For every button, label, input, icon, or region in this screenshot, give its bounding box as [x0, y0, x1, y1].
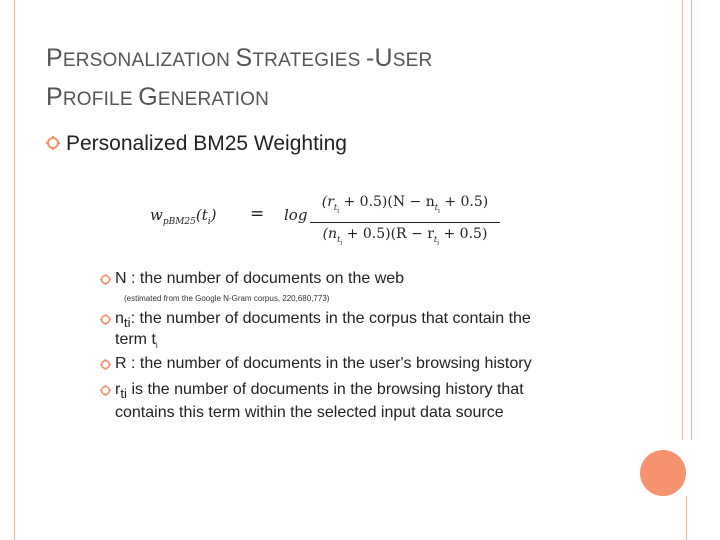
formula-log: log	[284, 206, 308, 224]
formula-lhs: $w_{pBM25}(t_i)$	[150, 206, 217, 227]
bullet-main-text: Personalized BM25 Weighting	[66, 132, 347, 155]
orange-circle-bullet-icon	[46, 136, 60, 150]
orange-circle-bullet-icon	[100, 314, 111, 325]
item-r-text: R : the number of documents in the user's browsing history	[115, 355, 532, 372]
formula-equals: =	[250, 204, 265, 224]
item-n	[100, 270, 404, 288]
orange-circle-bullet-icon	[100, 359, 111, 370]
orange-circle-bullet-icon	[100, 385, 111, 396]
bullet-personalized-bm25	[46, 132, 347, 156]
item-nti	[100, 310, 531, 330]
formula-fraction	[310, 192, 500, 254]
item-rti-text: $r_{ti}$ is the number of documents in the browsing history that	[115, 381, 524, 402]
item-rti-continued: contains this term within the selected input data source	[115, 404, 504, 421]
slide-title	[46, 40, 606, 118]
title-line-2: PROFILE GENERATION	[46, 83, 270, 111]
item-rti	[100, 381, 524, 401]
formula-denominator: $(n_{t_i} + 0.5)(R - r_{t_i} + 0.5)$	[322, 226, 488, 247]
item-nti-text: $n_{ti}$: the number of documents in the corpus that contain the	[115, 310, 531, 331]
frame-left-line	[14, 0, 15, 540]
frame-stem-line	[686, 496, 687, 540]
frame-right-bar	[682, 0, 692, 440]
decorative-circle	[640, 450, 686, 496]
orange-circle-bullet-icon	[100, 274, 111, 285]
item-r	[100, 355, 532, 373]
formula-numerator: $(r_{t_i} + 0.5)(N - n_{t_i} + 0.5)$	[321, 194, 489, 215]
item-nti-continued: term $t_i$	[115, 331, 158, 351]
item-n-text: N : the number of documents on the web	[115, 270, 405, 287]
item-n-note: (estimated from the Google N-Gram corpus, 220,680,773)	[124, 294, 330, 303]
fraction-bar	[310, 222, 500, 223]
title-line-1: PERSONALIZATION STRATEGIES -USER	[46, 44, 433, 72]
